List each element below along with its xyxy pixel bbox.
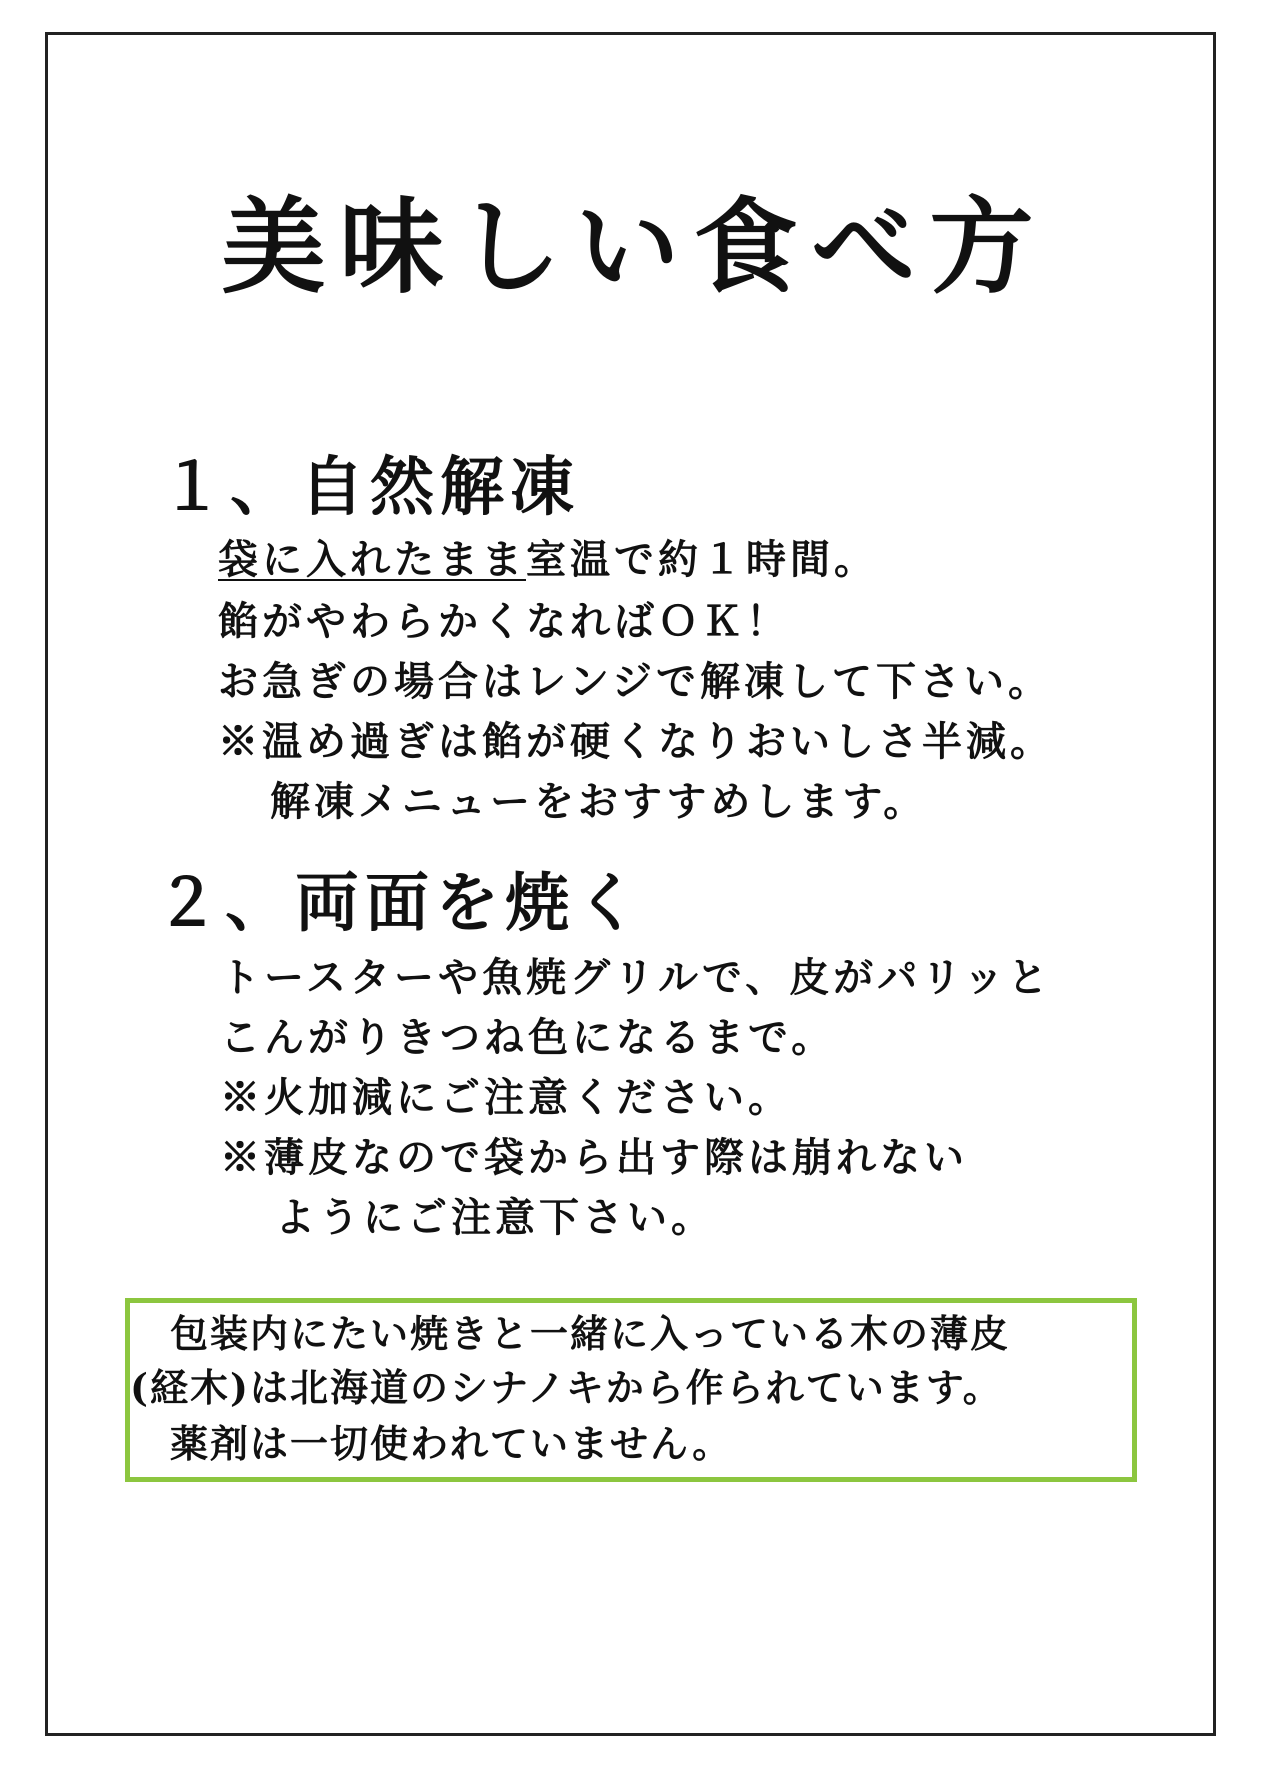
- section-2-line-2: こんがりきつね色になるまで。: [220, 1014, 836, 1061]
- section-2-line-5: ようにご注意下さい。: [275, 1194, 715, 1241]
- section-1-line-1: [218, 536, 878, 583]
- note-line-2: (経木)は北海道のシナノキから作られています。: [130, 1365, 1003, 1410]
- section-1-line-4: ※温め過ぎは餡が硬くなりおいしさ半減。: [218, 718, 1054, 765]
- note-line-1: 包装内にたい焼きと一緒に入っている木の薄皮: [170, 1311, 1011, 1356]
- section-2-heading: ２、両面を焼く: [155, 866, 645, 941]
- section-2-line-1: トースターや魚焼グリルで、皮がパリッと: [220, 954, 1052, 1001]
- section-1-line-1-rest: 室温で約１時間。: [526, 536, 878, 583]
- section-1-heading: １、自然解凍: [160, 450, 580, 525]
- note-box: [125, 1298, 1137, 1482]
- section-1-line-2: 餡がやわらかくなればＯＫ！: [218, 598, 790, 645]
- section-1-line-5: 解凍メニューをおすすめします。: [270, 778, 928, 825]
- section-1-line-1-underlined: 袋に入れたまま: [218, 536, 526, 583]
- section-1-line-3: お急ぎの場合はレンジで解凍して下さい。: [218, 658, 1052, 705]
- note-line-3: 薬剤は一切使われていません。: [170, 1421, 733, 1466]
- section-2-line-3: ※火加減にご注意ください。: [220, 1074, 792, 1121]
- page-title: 美味しい食べ方: [221, 185, 1048, 308]
- section-2-line-4: ※薄皮なので袋から出す際は崩れない: [220, 1134, 968, 1181]
